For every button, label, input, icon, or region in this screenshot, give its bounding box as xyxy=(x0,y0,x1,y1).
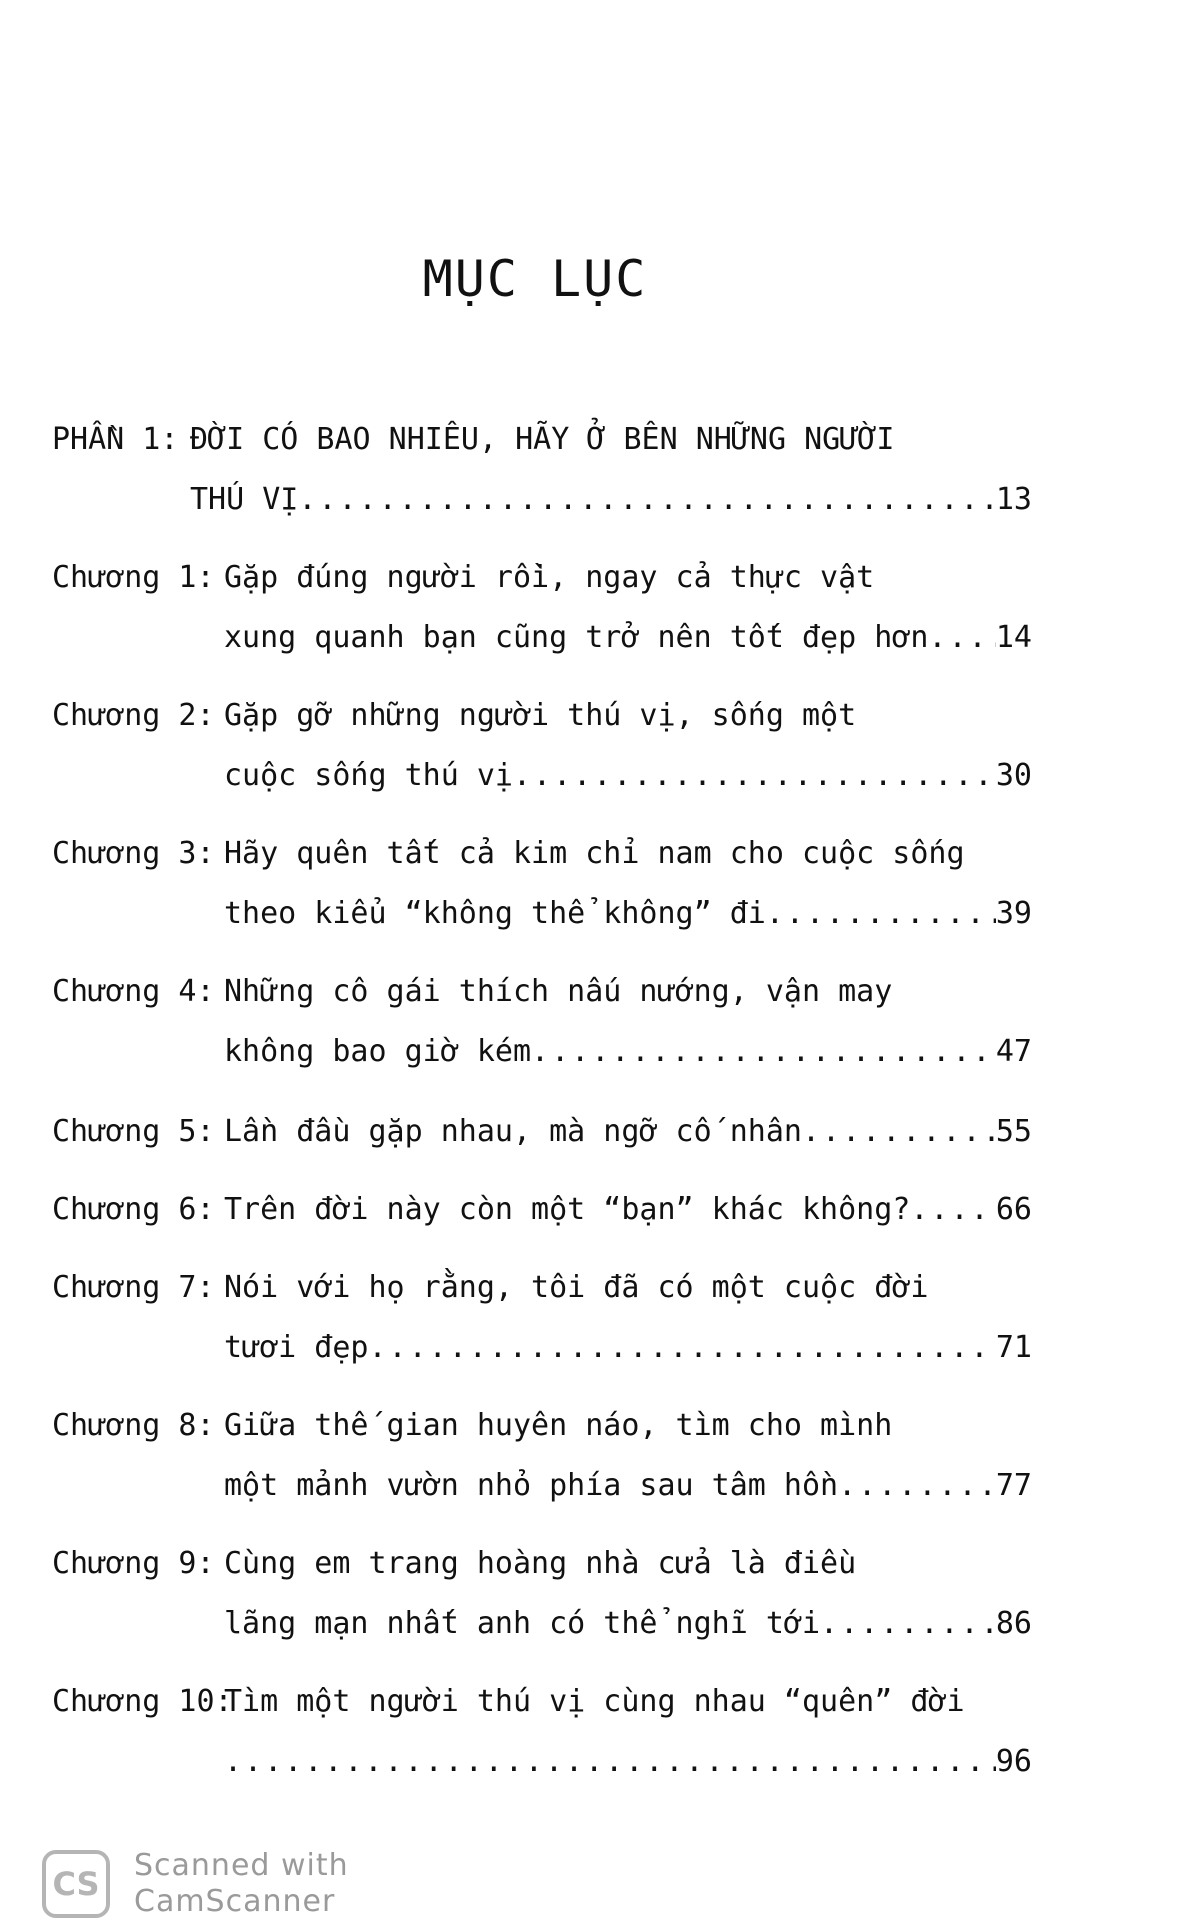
entry-label: Chương 2: xyxy=(52,698,215,733)
entry-title-line-2: không bao giờ kém xyxy=(224,1034,532,1069)
entry-title-line-2: xung quanh bạn cũng trở nên tốt đẹp hơn xyxy=(224,620,929,655)
page-title: MỤC LỤC xyxy=(422,250,648,308)
toc-entry-chapter-9[interactable] xyxy=(52,1534,1032,1654)
entry-label: Chương 4: xyxy=(52,974,215,1009)
entry-label: Chương 8: xyxy=(52,1408,215,1443)
page-number: 71 xyxy=(995,1330,1032,1365)
toc-entry-chapter-6[interactable] xyxy=(52,1180,1032,1240)
dot-leader xyxy=(513,746,996,806)
page-number: 30 xyxy=(995,758,1032,793)
toc-entry-chapter-4[interactable] xyxy=(52,962,1032,1082)
entry-title-line-1: Nói với họ rằng, tôi đã có một cuộc đời xyxy=(224,1270,929,1305)
watermark-line-1: Scanned with xyxy=(134,1848,349,1883)
entry-label: Chương 7: xyxy=(52,1270,215,1305)
dot-leader xyxy=(820,1594,996,1654)
page-number: 13 xyxy=(995,482,1032,517)
dot-leader xyxy=(802,1102,996,1162)
entry-label: Chương 9: xyxy=(52,1546,215,1581)
page-number: 39 xyxy=(995,896,1032,931)
entry-title-line-1: Giữa thế gian huyên náo, tìm cho mình xyxy=(224,1408,893,1443)
entry-label: Chương 10: xyxy=(52,1684,233,1719)
toc-entry-chapter-8[interactable] xyxy=(52,1396,1032,1516)
page-number: 96 xyxy=(995,1744,1032,1779)
toc-entry-part-1[interactable] xyxy=(52,410,1032,530)
watermark-line-2: CamScanner xyxy=(134,1884,336,1919)
dot-leader xyxy=(910,1180,996,1240)
page-number: 47 xyxy=(995,1034,1032,1069)
page-number: 77 xyxy=(995,1468,1032,1503)
camscanner-logo-icon: CS xyxy=(42,1850,110,1918)
page-number: 14 xyxy=(995,620,1032,655)
toc-entry-chapter-10[interactable] xyxy=(52,1672,1032,1792)
entry-label: Chương 5: xyxy=(52,1114,215,1149)
entry-title-line-1: Cùng em trang hoàng nhà cửa là điều xyxy=(224,1546,857,1581)
entry-title-line-1: Trên đời này còn một “bạn” khác không? xyxy=(224,1192,911,1227)
page-number: 66 xyxy=(995,1192,1032,1227)
dot-leader xyxy=(838,1456,996,1516)
entry-title-line-1: Gặp gỡ những người thú vị, sống một xyxy=(224,698,857,733)
toc-entry-chapter-5[interactable] xyxy=(52,1102,1032,1162)
entry-label: PHẦN 1: xyxy=(52,422,179,457)
entry-title-line-2: theo kiểu “không thể không” đi xyxy=(224,896,766,931)
entry-title-line-2: lãng mạn nhất anh có thể nghĩ tới xyxy=(224,1606,821,1641)
dot-leader xyxy=(928,608,995,668)
entry-title-line-1: ĐỜI CÓ BAO NHIÊU, HÃY Ở BÊN NHỮNG NGƯỜI xyxy=(190,422,895,457)
dot-leader xyxy=(369,1318,996,1378)
entry-title-line-1: Gặp đúng người rồi, ngay cả thực vật xyxy=(224,560,875,595)
dot-leader xyxy=(531,1022,996,1082)
entry-title-line-2: THÚ VỊ xyxy=(190,482,299,517)
entry-label: Chương 6: xyxy=(52,1192,215,1227)
page-number: 86 xyxy=(995,1606,1032,1641)
toc-entry-chapter-7[interactable] xyxy=(52,1258,1032,1378)
entry-title-line-1: Hãy quên tất cả kim chỉ nam cho cuộc sống xyxy=(224,836,965,871)
page-number: 55 xyxy=(995,1114,1032,1149)
entry-label: Chương 1: xyxy=(52,560,215,595)
toc-entry-chapter-2[interactable] xyxy=(52,686,1032,806)
entry-title-line-2: cuộc sống thú vị xyxy=(224,758,513,793)
toc-entry-chapter-1[interactable] xyxy=(52,548,1032,668)
toc-entry-chapter-3[interactable] xyxy=(52,824,1032,944)
dot-leader xyxy=(298,470,996,530)
camscanner-watermark xyxy=(42,1848,349,1920)
entry-label: Chương 3: xyxy=(52,836,215,871)
dot-leader xyxy=(766,884,996,944)
dot-leader xyxy=(224,1732,996,1792)
entry-title-line-2: tươi đẹp xyxy=(224,1330,369,1365)
entry-title-line-1: Lần đầu gặp nhau, mà ngỡ cố nhân xyxy=(224,1114,802,1149)
entry-title-line-1: Tìm một người thú vị cùng nhau “quên” đời xyxy=(224,1684,965,1719)
entry-title-line-2: một mảnh vườn nhỏ phía sau tâm hồn xyxy=(224,1468,839,1503)
entry-title-line-1: Những cô gái thích nấu nướng, vận may xyxy=(224,974,893,1009)
